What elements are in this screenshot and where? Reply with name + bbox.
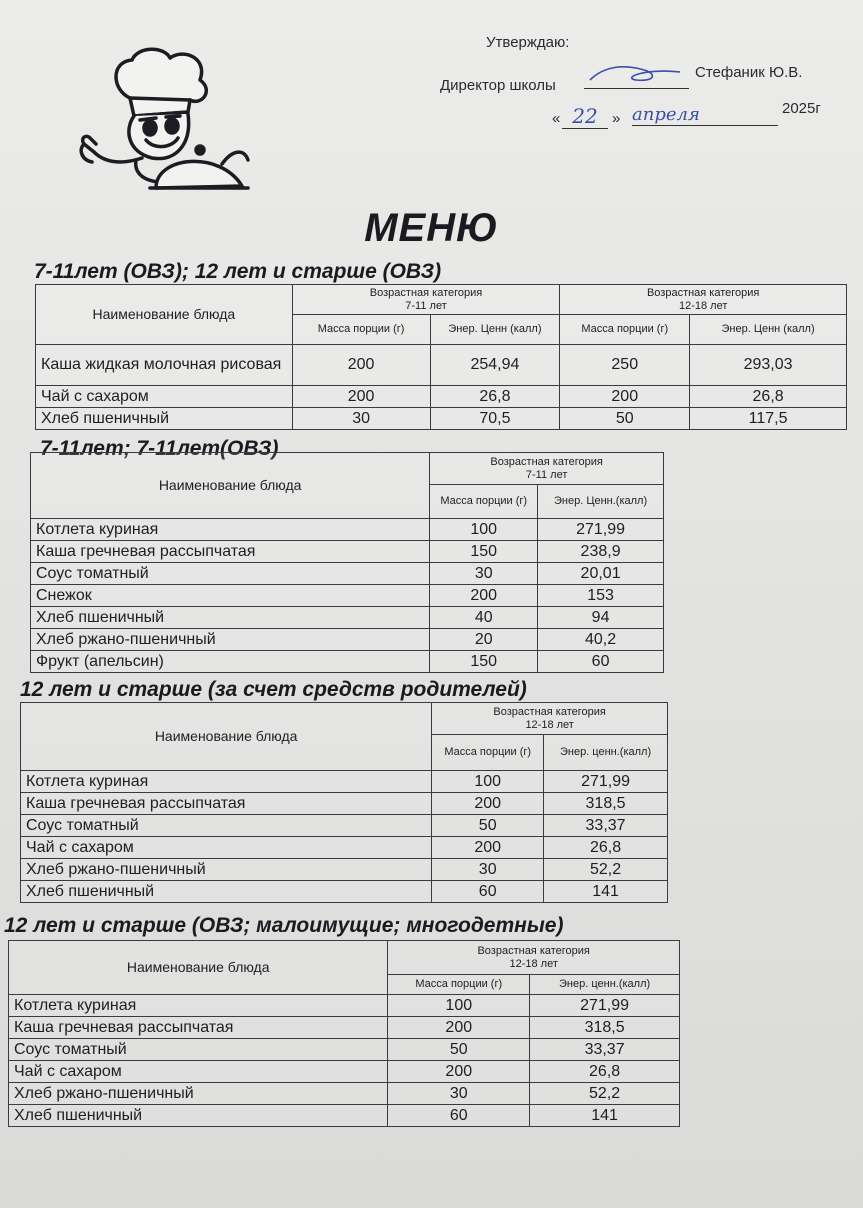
name-header: Наименование блюда — [36, 285, 293, 345]
section-2-table — [30, 452, 664, 673]
age-group-header: Возрастная категория 12-18 лет — [560, 285, 847, 315]
table-row — [9, 1061, 680, 1083]
director-label: Директор школы — [440, 77, 556, 94]
energy-value: 271,99 — [530, 995, 680, 1017]
energy-value: 271,99 — [544, 771, 668, 793]
age-group-header: Возрастная категория 12-18 лет — [432, 703, 668, 735]
dish-name: Каша гречневая рассыпчатая — [9, 1017, 388, 1039]
dish-name: Котлета куриная — [9, 995, 388, 1017]
energy-value: 318,5 — [544, 793, 668, 815]
mass-value: 250 — [560, 345, 690, 386]
energy-value: 238,9 — [538, 541, 664, 563]
table-row — [9, 1083, 680, 1105]
mass-value: 40 — [430, 607, 538, 629]
mass-value: 200 — [560, 386, 690, 408]
dish-name: Соус томатный — [21, 815, 432, 837]
dish-name: Хлеб пшеничный — [31, 607, 430, 629]
energy-value: 26,8 — [690, 386, 847, 408]
section-1-title: 7-11лет (ОВЗ); 12 лет и старше (ОВЗ) — [34, 260, 442, 283]
mass-value: 200 — [388, 1017, 530, 1039]
mass-value: 100 — [430, 519, 538, 541]
mass-value: 50 — [432, 815, 544, 837]
signature-line — [584, 70, 689, 89]
table-row — [36, 386, 847, 408]
dish-name: Хлеб ржано-пшеничный — [21, 859, 432, 881]
dish-name: Котлета куриная — [31, 519, 430, 541]
page-title: МЕНЮ — [364, 206, 499, 250]
dish-name: Чай с сахаром — [21, 837, 432, 859]
energy-value: 52,2 — [530, 1083, 680, 1105]
energy-value: 293,03 — [690, 345, 847, 386]
mass-value: 50 — [388, 1039, 530, 1061]
approval-block — [0, 0, 863, 130]
energy-value: 117,5 — [690, 408, 847, 430]
dish-name: Хлеб ржано-пшеничный — [9, 1083, 388, 1105]
energy-value: 94 — [538, 607, 664, 629]
mass-value: 30 — [430, 563, 538, 585]
dish-name: Хлеб ржано-пшеничный — [31, 629, 430, 651]
dish-name: Снежок — [31, 585, 430, 607]
table-row — [31, 519, 664, 541]
energy-value: 20,01 — [538, 563, 664, 585]
energy-value: 26,8 — [544, 837, 668, 859]
section-4-table — [8, 940, 680, 1127]
date-year: 2025г — [782, 100, 821, 117]
dish-name: Каша гречневая рассыпчатая — [31, 541, 430, 563]
dish-name: Хлеб пшеничный — [36, 408, 293, 430]
table-row — [9, 1105, 680, 1127]
energy-value: 70,5 — [430, 408, 560, 430]
section-3-table — [20, 702, 668, 903]
table-row — [31, 651, 664, 673]
mass-header: Масса порции (г) — [560, 315, 690, 345]
age-group-header: Возрастная категория 12-18 лет — [388, 941, 680, 975]
mass-header: Масса порции (г) — [388, 975, 530, 995]
name-header: Наименование блюда — [31, 453, 430, 519]
mass-value: 60 — [388, 1105, 530, 1127]
mass-header: Масса порции (г) — [432, 735, 544, 771]
dish-name: Каша гречневая рассыпчатая — [21, 793, 432, 815]
dish-name: Котлета куриная — [21, 771, 432, 793]
table-row — [31, 541, 664, 563]
mass-value: 200 — [388, 1061, 530, 1083]
energy-value: 141 — [530, 1105, 680, 1127]
mass-value: 50 — [560, 408, 690, 430]
energy-value: 271,99 — [538, 519, 664, 541]
signature-icon — [584, 62, 689, 84]
energy-value: 26,8 — [530, 1061, 680, 1083]
mass-value: 200 — [432, 793, 544, 815]
mass-value: 60 — [432, 881, 544, 903]
mass-value: 30 — [388, 1083, 530, 1105]
date-close: » — [612, 110, 621, 127]
table-row — [21, 815, 668, 837]
table-row — [21, 881, 668, 903]
table-row — [9, 995, 680, 1017]
energy-value: 26,8 — [430, 386, 560, 408]
mass-value: 200 — [292, 345, 430, 386]
mass-header: Масса порции (г) — [430, 485, 538, 519]
dish-name: Соус томатный — [31, 563, 430, 585]
table-row — [31, 607, 664, 629]
mass-value: 150 — [430, 651, 538, 673]
energy-value: 52,2 — [544, 859, 668, 881]
section-2-title: 7-11лет; 7-11лет(ОВЗ) — [40, 437, 279, 460]
energy-header: Энер. Ценн (калл) — [430, 315, 560, 345]
mass-value: 30 — [432, 859, 544, 881]
dish-name: Соус томатный — [9, 1039, 388, 1061]
mass-value: 150 — [430, 541, 538, 563]
dish-name: Чай с сахаром — [36, 386, 293, 408]
table-row — [36, 408, 847, 430]
section-1-table — [35, 284, 847, 430]
mass-value: 20 — [430, 629, 538, 651]
energy-value: 33,37 — [530, 1039, 680, 1061]
name-header: Наименование блюда — [9, 941, 388, 995]
age-group-header: Возрастная категория 7-11 лет — [430, 453, 664, 485]
mass-value: 200 — [430, 585, 538, 607]
energy-value: 60 — [538, 651, 664, 673]
table-row — [31, 629, 664, 651]
section-4-title: 12 лет и старше (ОВЗ; малоимущие; многодетные) — [4, 914, 564, 937]
energy-header: Энер. Ценн.(калл) — [538, 485, 664, 519]
table-row — [9, 1039, 680, 1061]
table-row — [9, 1017, 680, 1039]
table-row — [21, 859, 668, 881]
mass-value: 200 — [292, 386, 430, 408]
table-row — [31, 585, 664, 607]
energy-value: 33,37 — [544, 815, 668, 837]
mass-header: Масса порции (г) — [292, 315, 430, 345]
director-name: Стефаник Ю.В. — [695, 64, 803, 81]
table-row — [31, 563, 664, 585]
table-row — [21, 837, 668, 859]
age-group-header: Возрастная категория 7-11 лет — [292, 285, 560, 315]
approve-label: Утверждаю: — [486, 34, 570, 51]
table-row — [36, 345, 847, 386]
mass-value: 100 — [388, 995, 530, 1017]
section-3-title: 12 лет и старше (за счет средств родителей) — [20, 678, 527, 701]
dish-name: Фрукт (апельсин) — [31, 651, 430, 673]
date-day: 22 — [562, 104, 608, 129]
dish-name: Хлеб пшеничный — [21, 881, 432, 903]
name-header: Наименование блюда — [21, 703, 432, 771]
energy-header: Энер. ценн.(калл) — [530, 975, 680, 995]
energy-value: 254,94 — [430, 345, 560, 386]
dish-name: Каша жидкая молочная рисовая — [36, 345, 293, 386]
energy-value: 141 — [544, 881, 668, 903]
table-row — [21, 771, 668, 793]
energy-header: Энер. ценн.(калл) — [544, 735, 668, 771]
dish-name: Чай с сахаром — [9, 1061, 388, 1083]
date-month: апреля — [632, 104, 778, 126]
energy-value: 40,2 — [538, 629, 664, 651]
energy-header: Энер. Ценн (калл) — [690, 315, 847, 345]
table-row — [21, 793, 668, 815]
date-open: « — [552, 110, 561, 127]
mass-value: 30 — [292, 408, 430, 430]
energy-value: 153 — [538, 585, 664, 607]
energy-value: 318,5 — [530, 1017, 680, 1039]
mass-value: 100 — [432, 771, 544, 793]
mass-value: 200 — [432, 837, 544, 859]
dish-name: Хлеб пшеничный — [9, 1105, 388, 1127]
